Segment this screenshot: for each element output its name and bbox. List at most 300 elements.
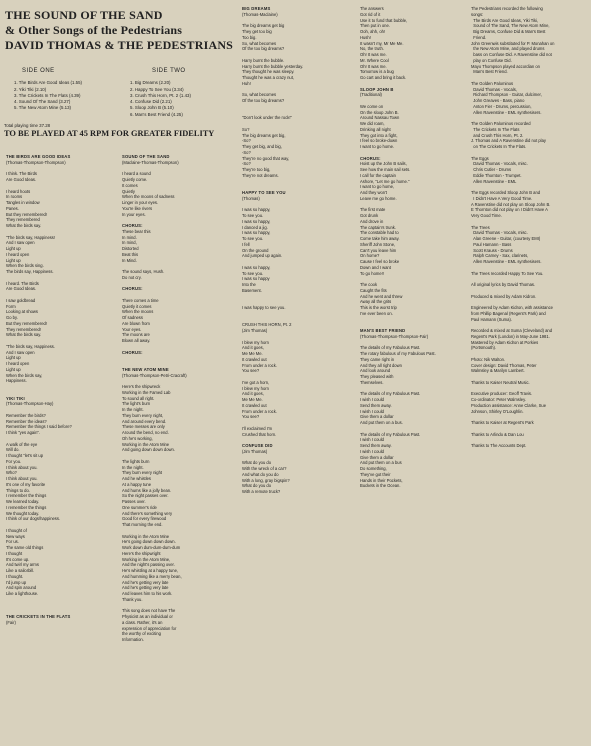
text-line: What the birds say. <box>6 332 42 338</box>
text-line: Working in the Atom Mine, <box>122 556 171 562</box>
text-line: And look around <box>360 368 391 374</box>
text-line: The Eggs recorded Sloop John B and <box>471 190 541 195</box>
text-line: So, what becomes <box>242 40 277 46</box>
text-line: Will do. <box>6 447 20 453</box>
text-line: And it goes, <box>242 345 264 351</box>
text-line: I think "yes again". <box>6 430 41 435</box>
text-line: When the birds say, <box>6 372 43 378</box>
text-line: I want to go home, <box>360 184 395 190</box>
text-line: Can't you leave him <box>360 247 397 253</box>
text-line: "Don't look under the rock!" <box>242 115 292 121</box>
text-line: Sound of The Sand, The New Atom Mine, <box>471 23 550 29</box>
text-line: YIKI TIKI <box>6 395 25 401</box>
text-line: (Jim Thomas) <box>242 448 268 454</box>
text-line: Thanks to Arlindo & Dan Lou <box>471 431 524 437</box>
text-line: Cover design: David Thomas, Peter <box>471 362 537 368</box>
text-line: Around the bend, no end. <box>122 430 169 435</box>
text-line: THE CRICKETS IN THE FLATS <box>6 614 71 619</box>
text-line: They pleased with <box>360 374 394 379</box>
text-line: Your eyes. <box>122 326 142 332</box>
text-line: It's come up. <box>6 556 30 562</box>
text-line: These messes are only <box>122 424 165 430</box>
text-line: (Thomas-Maclaine) <box>242 11 278 17</box>
text-line: To see you. <box>242 213 264 218</box>
timing-block <box>4 123 236 139</box>
text-line: Executive producer: Geoff Travis. <box>471 391 533 397</box>
track-item: 3. Crush This Horn, Pt. 2 (1.43) <box>130 92 191 98</box>
text-line: CRUSH THIS HORN, Pt. 2 <box>242 322 292 328</box>
text-line: New ways <box>6 533 25 539</box>
text-line: (Thomas-Thompson-Hay) <box>6 401 54 407</box>
total-playing-time: Total playing time 37.28 <box>4 123 51 128</box>
text-line: bass on Confuse Did. A Ravenstine did not <box>471 52 552 57</box>
text-line: I heard open <box>6 251 30 257</box>
text-line: Allen Ravenstine - EML <box>471 178 517 184</box>
text-line: And leaves him to his work. <box>122 591 173 596</box>
text-line: They got into a fight, <box>360 132 398 138</box>
text-line: Use it to fund that bubble, <box>360 17 408 23</box>
text-line: Blown all away. <box>122 338 151 343</box>
text-line: All original lyrics by David Thomas. <box>471 282 536 287</box>
text-line: And they won't <box>360 190 388 195</box>
text-line: I've ever been on. <box>360 310 393 316</box>
side-two-heading: SIDE TWO <box>152 68 186 74</box>
text-line: Engineered by Adam Kidron, with assistance <box>471 305 553 310</box>
text-line: You see? <box>242 414 260 420</box>
text-line: So the night passes over. <box>122 493 169 499</box>
text-line: And around every bend. <box>122 418 167 424</box>
text-line: Got drunk <box>360 213 379 218</box>
text-line: Hush! <box>360 34 371 40</box>
text-line: I wish I could <box>360 408 384 414</box>
text-line: That morning the end. <box>122 522 163 527</box>
text-line: Thank you. <box>122 596 143 602</box>
text-line: In mind, <box>122 240 137 246</box>
text-line: Like a sailorbill. <box>6 568 35 573</box>
text-line: I thought of <box>6 527 27 533</box>
text-line: The details of my Fabulous Past. <box>360 391 421 397</box>
text-line: Go cart and bring it back. <box>360 75 407 80</box>
text-line: Huh! <box>242 80 251 86</box>
text-line: And I saw open <box>6 240 35 246</box>
text-line: Allen Ravenstine - EML synthesisers. <box>471 259 542 264</box>
text-line: The first mate <box>360 207 386 213</box>
text-line: I blew my horn <box>242 385 269 391</box>
text-line: In Mind. <box>122 257 137 263</box>
text-line: John Greaves - Bass, piano <box>471 98 525 103</box>
text-line: To go home!! <box>360 270 384 276</box>
text-line: He's going down down down. <box>122 539 176 545</box>
text-line: Richard Thompson - Guitar, dulcimer, <box>471 92 542 98</box>
text-line: Here's the shipwreck <box>122 384 161 389</box>
track-item: 6. Man's Best Friend (4.25) <box>130 111 183 117</box>
text-line: Give them a dollar <box>360 454 394 460</box>
text-line: Co-ordinator: Peter Walmsley. <box>471 397 526 402</box>
text-line: I heard a sound <box>122 171 151 177</box>
text-line: And spin around <box>6 585 37 591</box>
text-line: Distorted <box>122 246 139 251</box>
text-line: I was happy to see you. <box>242 305 286 310</box>
text-line: The details of my Fabulous Past. <box>360 345 421 351</box>
text-line: -So? <box>242 138 251 144</box>
text-line: I remember the things <box>6 493 47 499</box>
text-line: What do you do <box>242 483 272 489</box>
text-line: Thanks to Kaiser at Regent's Park <box>471 420 534 425</box>
text-line: Passes over. <box>122 499 146 504</box>
text-line: But they remembered! <box>6 211 47 217</box>
text-line: See how the main sail sets. <box>360 167 411 172</box>
album-subtitle: & Other Songs of the Pedestrians <box>5 23 183 37</box>
text-line: I heard hoots <box>6 188 31 194</box>
lyrics-column-1 <box>6 154 118 746</box>
text-line: I thought "let's sit up <box>6 453 44 458</box>
text-line: Crushed that horn. <box>242 431 277 437</box>
text-line: I was so happy, <box>242 230 271 236</box>
side-two <box>130 68 240 118</box>
text-line: Mr. Where Cool <box>360 57 389 63</box>
side-one-tracks <box>14 80 124 111</box>
text-line: Thanks to The Accounts Dept. <box>471 443 527 448</box>
text-line: Light up <box>6 366 21 372</box>
text-line: Are Good Ideas. <box>6 286 37 292</box>
text-line: I think about you. <box>6 476 38 481</box>
text-line: the New Atom Mine, and played drums <box>471 46 545 52</box>
text-line: Mayo Thompson played accordian on <box>471 63 540 69</box>
text-line: the worthy of exciting <box>122 631 161 637</box>
playback-speed-note: TO BE PLAYED AT 45 RPM FOR GREATER FIDELITY <box>4 129 215 138</box>
text-line: To see you. <box>242 236 264 241</box>
track-item: 1. The Birds Are Good Ideas (1.55) <box>14 80 83 86</box>
text-line: With the wreck of a car? <box>242 466 287 471</box>
text-line: The rotary fabulous of my Fabulous Past. <box>360 351 436 356</box>
text-line: Linger in your eyes. <box>122 200 159 205</box>
text-line: From under a rock. <box>242 408 277 414</box>
text-line: On the sloop John B. <box>360 109 399 115</box>
text-line: CHORUS: <box>122 349 143 355</box>
text-line: Caught the fits <box>360 287 387 293</box>
text-line: The Trees recorded Happy To See You. <box>471 270 544 276</box>
text-line: Cause I feel so broke <box>360 259 400 264</box>
text-line: For you. <box>6 458 22 464</box>
text-line: They're no good that way, <box>242 155 290 161</box>
lyrics-column-2 <box>122 154 234 746</box>
text-line: CHORUS: <box>122 223 143 228</box>
track-item: 4. Confuse Did (2.21) <box>130 99 172 105</box>
text-line: Ooh, ahh, oh! <box>360 29 386 34</box>
text-line: Friend. <box>471 34 487 40</box>
text-line: This song does not have The <box>122 608 176 614</box>
text-line: One summer's ride <box>122 504 157 510</box>
text-line: Are Good Ideas. <box>6 177 37 182</box>
text-line: It crawled out <box>242 356 267 362</box>
text-line: I was so happy <box>242 276 270 282</box>
text-line: The moons are <box>122 332 150 338</box>
text-line: Got rid of it <box>360 11 381 17</box>
text-line: I'll exclaimed I'm <box>242 425 273 431</box>
text-line: On home? <box>360 253 380 259</box>
text-line: play on Confuse Did. <box>471 57 512 63</box>
text-line: We come on <box>360 103 384 109</box>
text-line: They're too big, <box>242 167 271 172</box>
text-line: Light up <box>6 246 21 251</box>
text-line: Panes. <box>6 205 19 211</box>
text-line: Send them away. <box>360 443 392 448</box>
text-line: Remember the ideas? <box>6 418 47 424</box>
text-line: And put them on a bus. <box>360 420 403 425</box>
text-line: The lights burn <box>122 458 150 464</box>
text-line: (Traditional) <box>360 92 382 98</box>
text-line: The details of my Fabulous Past. <box>360 431 421 437</box>
text-line: Drinking all night <box>360 126 391 132</box>
text-line: Like a lighthouse. <box>6 591 39 596</box>
text-line: Harry burnt the bubble. <box>242 57 285 63</box>
text-line: Very Good Time. <box>471 213 502 218</box>
text-line: And jumped up again. <box>242 253 283 259</box>
track-item: 2. Yiki Tiki (2.10) <box>14 86 47 92</box>
text-line: There comes a time <box>122 297 159 303</box>
text-line: And the night's passing over. <box>122 562 175 568</box>
text-line: They get too big <box>242 29 272 34</box>
track-item: 4. Sound Of The Sand (3.27) <box>14 99 71 105</box>
text-line: With a long, gray bigspin? <box>242 477 290 483</box>
text-line: It's one of my favorite <box>6 481 46 487</box>
text-line: Ralph Carney - Sax, clarinets, <box>471 253 529 259</box>
text-line: I wish I could <box>360 448 384 454</box>
text-line: The sound says, Hush. <box>122 269 165 274</box>
text-line: A Ravenstine did not play on Sloop John B. <box>471 201 551 207</box>
side-one <box>14 68 124 112</box>
text-line: I think about you. <box>6 464 38 470</box>
text-line: I was so happy, <box>242 264 271 270</box>
text-line: Me Me Me. <box>242 351 263 356</box>
text-line: Oh! It was me. <box>360 63 387 69</box>
text-line: And he went and threw <box>360 293 403 299</box>
text-line: The Crickets In The Flats <box>471 126 520 132</box>
text-line: I wish I could <box>360 437 384 443</box>
text-line: Good for every firewood <box>122 516 167 522</box>
text-line: And there's something very <box>122 510 173 516</box>
text-line: I danced a jig. <box>242 224 268 230</box>
track-item: 3. The Crickets In The Flats (4.39) <box>14 92 81 98</box>
text-line: They get big, and big, <box>242 144 282 149</box>
text-line: In rooms <box>6 194 23 200</box>
text-line: A walk of the eye <box>6 441 38 447</box>
text-line: The Eggs <box>471 155 489 161</box>
text-line: I remember the things <box>6 504 47 510</box>
text-line: Big Dreams, Confuse Did & Man's Best <box>471 29 546 34</box>
text-line: I heard. The Birds <box>6 280 39 286</box>
text-line: Do something, <box>360 466 387 471</box>
text-line: The constable had to <box>360 230 399 236</box>
text-line: Thanks to Kaiser Neutral Music. <box>471 379 530 385</box>
text-line: We thought today. <box>6 510 40 516</box>
text-line: The light's burn <box>122 401 151 407</box>
text-line: Quietly <box>122 188 135 194</box>
text-line: In your eyes. <box>122 211 146 217</box>
text-line: from Phillip Bagenal (Regent's Park) and <box>471 310 546 316</box>
text-line: (Fair) <box>6 619 16 625</box>
text-line: The cook <box>360 282 378 287</box>
text-line: Remember the things I said before? <box>6 424 72 430</box>
text-line: Down and I want <box>360 264 391 270</box>
text-line: THE NEW ATOM MINE <box>122 366 169 372</box>
text-line: They thought he was sleepy. <box>242 69 295 75</box>
text-line: I saw goldbread <box>6 297 36 303</box>
text-line: a class. Rather, it's an <box>122 619 163 625</box>
text-line: Oh! It was me. <box>360 52 387 57</box>
text-line: Basement. <box>242 287 262 293</box>
text-line: Hoist up the John B sails, <box>360 161 407 167</box>
text-line: Chris Cutler - Drums <box>471 167 512 172</box>
text-line: Produced & mixed by Adam Kidron. <box>471 293 537 299</box>
text-line: Of sadness <box>122 315 143 320</box>
text-line: Paul Hamann - Bass <box>471 241 512 247</box>
text-line: What do you do <box>242 460 272 466</box>
text-line: (Thomas-Thompson-Petri-Cracraft) <box>122 372 187 378</box>
text-line: And he whistles <box>122 476 152 481</box>
text-line: The Golden Palominos recorded <box>471 121 531 126</box>
text-line: Ashore, "Let me go home." <box>360 178 410 184</box>
text-line: It comes <box>122 182 138 188</box>
text-line: The Golden Palominos <box>471 80 514 86</box>
text-line: David Thomas - Vocals, <box>471 86 517 92</box>
text-line: When the moons <box>122 309 154 315</box>
text-line: Tangles in window <box>6 200 40 205</box>
text-line: The captain's trunk. <box>360 224 397 230</box>
text-line: Physicist as an individual or <box>122 614 173 619</box>
track-item: 5. The New Atom Mine (5.13) <box>14 105 72 111</box>
text-line: CHORUS: <box>360 155 381 161</box>
text-line: SLOOP JOHN B <box>360 86 394 92</box>
text-line: Scott Krauss - Drums <box>471 247 513 253</box>
text-line: And drove in <box>360 218 384 224</box>
text-line: Hands in their Pockets, <box>360 477 403 483</box>
text-line: Working in the Atom Mine <box>122 533 170 539</box>
text-line: I heard open <box>6 361 30 366</box>
text-line: (Thomas-Thompson-Thompson) <box>6 159 66 165</box>
text-line: Give them a dollar <box>360 414 394 420</box>
text-line: It wasn't my, Mr Me Me. <box>360 40 404 46</box>
text-line: (Jim Thomas) <box>242 328 268 333</box>
text-line: E Thornton did not play on I Didn't Have A <box>471 207 548 213</box>
album-title: THE SOUND OF THE SAND <box>5 8 163 22</box>
text-line: Information. <box>122 637 144 642</box>
text-line: songs: <box>471 11 484 17</box>
text-line: "The birds say, Happiness! <box>6 234 56 240</box>
text-line: They burn every night, <box>122 412 164 418</box>
text-line: And it goes, <box>242 391 264 397</box>
text-line: The big dreams get big <box>242 23 285 29</box>
text-line: They've got their <box>360 471 391 477</box>
text-line: And I saw open <box>6 349 35 355</box>
text-line: And they all right down <box>360 362 402 368</box>
text-line: Remember the birds? <box>6 412 46 418</box>
text-line: Tomorrow is a bug <box>360 69 394 75</box>
text-line: When the birds sing. <box>6 263 44 269</box>
album-header <box>5 8 237 53</box>
text-line: These bear this <box>122 228 151 234</box>
text-line: At a happy tune <box>122 481 152 487</box>
text-line: So? <box>242 126 250 132</box>
text-line: -So? <box>242 149 251 155</box>
text-line: And what do you do <box>242 471 279 477</box>
text-line: I've got a horn, <box>242 379 270 385</box>
text-line: To see you. <box>242 270 264 276</box>
text-line: Working in the Famed Lab <box>122 389 171 395</box>
text-line: And he's getting very late <box>122 579 169 585</box>
text-line: Light up <box>6 257 21 263</box>
text-line: Things to do. <box>6 487 30 493</box>
text-line: I thought <box>6 550 23 556</box>
text-line: I think of our dogs/happiness. <box>6 516 61 522</box>
text-line: Here's the shipwright <box>122 550 161 556</box>
text-line: Oh he's working, <box>122 435 153 441</box>
text-line: Quietly it comes <box>122 303 152 309</box>
text-line: Buckets in the Ocean. <box>360 483 401 489</box>
text-line: And going down down down. <box>122 447 175 453</box>
text-line: (Maclaine-Thomas-Thompson) <box>122 159 179 165</box>
text-line: Anton Fier - Drums, percussion, <box>471 103 532 109</box>
text-line: I Didn't Have A Very Good Time. <box>471 195 533 201</box>
text-line: Recorded & mixed at Suma (Cleveland) and <box>471 328 553 333</box>
text-line: With a remote truck? <box>242 489 281 494</box>
text-line: The birds say, Happiness. <box>6 269 54 274</box>
lyrics-column-3 <box>242 6 354 598</box>
text-line: J. Thomas and A Ravenstine did not play <box>471 138 546 144</box>
text-line: MAN'S BEST FRIEND <box>360 328 406 333</box>
text-line: What the birds say. <box>6 223 42 228</box>
text-line: It crawled out <box>242 402 267 408</box>
text-line: I was so happy, <box>242 218 271 224</box>
text-line: Go by. <box>6 315 18 320</box>
track-item: 1. Big Dreams (2.20) <box>130 80 171 86</box>
text-line: The Birds Are Good Ideas, Yiki Tiki, <box>471 17 539 23</box>
text-line: Paul Hamann (Suma). <box>471 316 512 322</box>
track-item: 5. Sloop John B (5.10) <box>130 105 174 111</box>
text-line: But they remembered! <box>6 320 47 326</box>
text-line: You see? <box>242 368 260 374</box>
text-line: Thought he was a crazy nut, <box>242 75 295 80</box>
text-line: Production assistance: Anne Clarke, Sue <box>471 402 547 408</box>
text-line: I wish I could <box>360 397 384 402</box>
text-line: I fell <box>242 241 250 247</box>
text-line: David Thomas - Vocals, misc. <box>471 230 528 236</box>
text-line: I thought. <box>6 573 24 579</box>
text-line: Alan Greene - Guitar, (courtesy EMI) <box>471 236 541 241</box>
text-line: Harry burnt the bubble yesterday. <box>242 63 304 69</box>
text-line: And hums like a jolly bean. <box>122 487 172 493</box>
text-line: SOUND OF THE SAND <box>122 154 170 159</box>
text-line: Sheriff John Stone, <box>360 241 396 247</box>
text-line: THE BIRDS ARE GOOD IDEAS <box>6 154 71 159</box>
text-line: The Trees <box>471 224 490 230</box>
text-line: Themselves. <box>360 379 384 385</box>
text-line: They burn every night <box>122 470 163 476</box>
text-line: You're like rivers <box>122 205 153 211</box>
text-line: Then put in one. <box>360 23 390 29</box>
text-line: expression of appreciation for <box>122 625 177 631</box>
text-line: Do not cry. <box>122 274 142 280</box>
text-line: Light up <box>6 355 21 361</box>
text-line: They remembered <box>6 217 40 223</box>
text-line: Into the <box>242 282 256 287</box>
text-line: On the ground <box>242 247 269 253</box>
text-line: Quietly come. <box>122 177 148 182</box>
credits-column <box>471 6 589 598</box>
text-line: Leave me go home. <box>360 195 397 201</box>
text-line: Who? <box>6 470 17 476</box>
text-line: John Greenwis substituted for P. Monahan on <box>471 40 555 46</box>
